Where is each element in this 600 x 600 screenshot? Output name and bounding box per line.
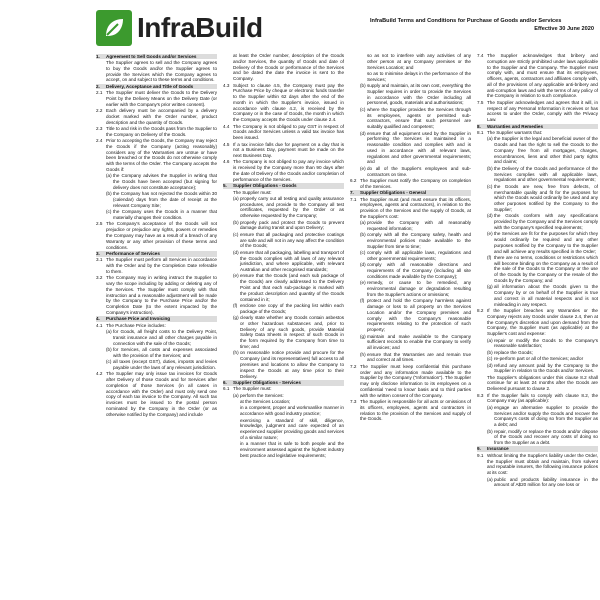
sub-clause	[96, 173, 217, 190]
clause-number: 4.1	[96, 322, 103, 328]
clause-number: (f)	[487, 254, 492, 260]
clause-text: where the Supplier provides the Services through its employees, agents or permitted sub-contractors, ensure that such personnel are suitably qualified and competent;	[367, 106, 471, 130]
clause-paragraph	[96, 221, 217, 250]
section-heading	[477, 446, 598, 452]
sub-clause	[477, 136, 598, 165]
clause-text: supply and maintain, at its own cost, everything the Supplier requires in order to provide the Services in accordance with the Order including all personnel, goods, materials and authorisations;	[367, 83, 471, 106]
sub-clause	[477, 184, 598, 213]
clause-number: 4.6	[223, 159, 230, 165]
clause-text: all taxes (except GST), duties, imposts and levies payable under the laws of any relevant jurisdiction.	[113, 359, 217, 370]
clause-text: exercising a standard of skill, diligence, knowledge, judgment and care expected of an experienced supplier providing goods and services of a similar nature;	[240, 417, 344, 440]
clause-text: comply with all applicable laws, regulations and other governmental requirements;	[367, 250, 471, 262]
clause-number: 7.1	[350, 196, 357, 202]
clause-number	[233, 405, 240, 417]
sub-clause	[477, 405, 598, 428]
clause-text: The Company is not obliged to pay GST in respect of Goods and/or Services unless a valid tax invoice has been issued.	[233, 123, 344, 141]
clause-number: (b)	[487, 165, 493, 171]
clause-number: (g)	[360, 333, 366, 339]
clause-number: 4.	[96, 316, 100, 322]
clause-number: (c)	[233, 231, 239, 237]
sub-clause	[223, 418, 344, 441]
clause-text: Purchase Price and Invoicing	[106, 316, 171, 322]
clause-text: The Supplier must deliver the Goods to the Delivery Point by the Delivery Means on the Delivery Date (or earlier with the Company's prior written consent).	[106, 90, 217, 107]
clause-number: (e)	[360, 165, 366, 171]
clause-text: the Goods conform with any specifications provided by the Company and the Services comply with the Company's specified requirements;	[494, 213, 598, 230]
clause-number: 2.2	[96, 108, 103, 113]
clause-text: so as to minimise delays in the performance of the Services;	[367, 70, 471, 82]
clause-text: the Goods are new, free from defects, of merchantable quality and fit for the purposes for which the Goods would ordinarily be used and any other purposes notified by the Company to the Supplier;	[494, 183, 598, 212]
clause-number: 7.2	[350, 363, 357, 369]
clause-number: (c)	[106, 209, 112, 215]
clause-number: 3.2	[96, 275, 103, 281]
clause-number: (e)	[487, 231, 493, 237]
clause-number: (c)	[106, 359, 112, 365]
clause-number	[96, 60, 106, 83]
clause-paragraph	[477, 53, 598, 99]
clause-number: (a)	[233, 392, 239, 398]
clause-text: the Company advises the Supplier in writing that the Goods have been accepted (but signing for delivery does not constitute acceptance);	[113, 173, 217, 190]
clause-number: (b)	[106, 191, 112, 197]
clause-text: Performance of Services	[106, 250, 160, 256]
clause-text: The Supplier's obligations under this clause 8.2 shall continue for at least 24 months after the Goods are Delivered pursuant to clause 2.	[487, 374, 598, 392]
clause-number: (f)	[233, 302, 238, 308]
clause-text: The Supplier warrants that:	[487, 129, 543, 135]
sub-clause	[223, 405, 344, 417]
sub-clause	[96, 329, 217, 346]
clause-number: (c)	[360, 250, 366, 256]
clause-text: engage an alternative supplier to provide the Services and/or supply the Goods and recover the Company's costs of doing so from the Supplier as a debt; and	[494, 404, 598, 428]
clause-number: (a)	[106, 173, 112, 179]
clause-text: The Supplier must:	[233, 189, 272, 195]
clause-text: The Supplier is responsible for all acts or omissions of its officers, employees, agents and contractors in relation to the provision of the Services and supply of the Goods.	[360, 399, 471, 422]
clause-number: 5.	[223, 183, 227, 189]
clause-number: 8.	[477, 123, 481, 129]
clause-text: The Supplier acknowledges and agrees that it will, in respect of any Personal Information it receives or has access to under the Order, comply with the Privacy Law.	[487, 99, 598, 123]
section-heading	[350, 190, 471, 196]
sub-clause	[223, 399, 344, 405]
clause-text: Agreement to Sell Goods and/or Services	[106, 53, 197, 59]
clause-paragraph	[477, 100, 598, 123]
clause-number: (h)	[233, 350, 239, 356]
clause-text: The Supplier must keep confidential this purchase order and any information made available to the Supplier by the Company ("Information"). The Supplier may only disclose information to its employees on a confidential 'need to know' basis and to third parties with the written consent of the Company.	[360, 363, 471, 398]
clause-paragraph	[223, 386, 344, 392]
clause-number	[360, 53, 367, 70]
clause-number: (a)	[487, 136, 493, 142]
clause-number: (g)	[233, 315, 239, 321]
clause-number: 7.5	[477, 99, 484, 105]
sub-clause	[223, 232, 344, 249]
clause-number: (d)	[233, 249, 239, 255]
clause-number: 7.	[350, 190, 354, 196]
clause-text: so as not to interfere with any activities of any other person at any Company premises or the Services Location; and	[367, 53, 471, 70]
section-heading	[96, 54, 217, 60]
infrabuild-logo	[96, 8, 263, 48]
clause-text: the Delivery of the Goods and performance of the Services complies with all applicable laws, regulations and other governmental requirements;	[494, 165, 598, 183]
clause-number: 8.2	[477, 308, 484, 314]
clause-number: 2.1	[96, 90, 103, 96]
clause-number: 9.	[477, 446, 481, 452]
clause-text: Without limiting the Supplier's liability under the Order, the Supplier must obtain and maintain, from solvent and reputable insurers, the following insurance polices at its cost:	[487, 452, 598, 476]
clause-text: the Supplier is the legal and beneficial owner of the Goods and has the right to sell the Goods to the Company free from all mortgages, charges, encumbrances, liens and other third party rights and claims;	[494, 136, 598, 165]
clause-number: (a)	[106, 329, 112, 335]
clause-number: (e)	[360, 280, 366, 286]
clause-paragraph	[96, 275, 217, 315]
clause-text: for Services, all costs and expenses associated with the provision of the Services; and	[113, 346, 217, 358]
sub-clause	[477, 213, 598, 230]
sub-clause	[96, 347, 217, 359]
clause-number: (b)	[360, 83, 366, 89]
clause-paragraph	[96, 60, 217, 83]
clause-text: Supplier Obligations - General	[360, 190, 427, 196]
clause-text: Prior to accepting the Goods, the Company may reject the Goods if the Company (acting reasonably) considers any of the Warranties are untrue or have been breached or the Goods do not otherwise comply with the terms of the Order. The Company accepts the Goods if:	[106, 138, 217, 172]
clause-text: perform the Services:	[240, 392, 284, 398]
column-4	[477, 53, 598, 598]
clause-text: for Goods, all freight costs to the Delivery Point, transit insurance and all other charges payable in connection with the sale of the Goods;	[113, 329, 217, 346]
clause-number: 6.	[223, 379, 227, 385]
clause-number: 4.5	[223, 141, 230, 147]
clause-text: the Services are fit for the purposes for which they would ordinarily be required and any other purposes notified by the Company to the Supplier and will achieve any results specified in the Order;	[494, 231, 598, 254]
clause-number: (a)	[360, 220, 366, 226]
clause-text: the Company has not rejected the Goods within 30 (calendar) days from the date of receipt at the relevant Company Site;	[113, 191, 217, 208]
section-heading	[477, 124, 598, 130]
clause-text: at least the Order number, description of the Goods and/or Services, the quantity of Goods and date of Delivery of the Goods or performance of the Services and be dated the date the invoice is sent to the Company.	[233, 53, 344, 82]
leaf-icon	[96, 10, 132, 46]
sub-clause	[477, 255, 598, 284]
clause-text: enclose one copy of the packing list within each package of the Goods;	[240, 302, 344, 314]
sub-clause	[223, 220, 344, 232]
clause-paragraph	[96, 108, 217, 125]
section-heading	[96, 316, 217, 322]
section-heading	[96, 251, 217, 257]
clause-text: do all of the Supplier's employees and sub-contractors on time.	[367, 165, 471, 177]
clause-text: repair, modify or replace the Goods and/or dispose of the Goods and recover any costs of doing so from the Supplier as a debt.	[494, 428, 598, 446]
clause-paragraph	[477, 375, 598, 392]
clause-text: the Company uses the Goods in a manner that materially changes their condition.	[113, 209, 217, 221]
clause-paragraph	[477, 453, 598, 476]
section-heading	[223, 183, 344, 189]
clause-number: (a)	[487, 337, 493, 343]
sub-clause	[96, 191, 217, 208]
clause-text: repair or modify the Goods to the Company's reasonable satisfaction;	[494, 337, 598, 349]
sub-clause	[350, 352, 471, 364]
sub-clause	[350, 131, 471, 166]
clause-number: 7.4	[477, 53, 484, 58]
clause-number: (a)	[233, 195, 239, 201]
sub-clause	[477, 363, 598, 375]
clause-number	[223, 53, 233, 82]
clause-text: provide the Company with all reasonably requested information;	[367, 220, 471, 231]
clause-number: (h)	[360, 351, 366, 357]
clause-text: at the Services Location;	[240, 399, 291, 404]
document-title-block	[370, 18, 600, 33]
section-heading	[96, 84, 217, 90]
clause-text: The Supplier must (and must ensure that its officers, employees, agents and contractors), in relation to the provision of the Services and the supply of Goods, at the Supplier's cost:	[360, 196, 471, 219]
clause-number: 2.3	[96, 125, 103, 131]
clause-text: The Company may in writing instruct the Supplier to vary the scope including by adding or deleting any of the Services. The Supplier must comply with that instruction and a reasonable adjustment will be made by the Company to the Purchase Price and/or the Completion Date (to the extent impacted by the Company's instruction).	[106, 275, 217, 315]
sub-clause	[96, 359, 217, 371]
column-2	[223, 53, 344, 598]
clause-text: The Supplier must:	[233, 386, 272, 392]
clause-paragraph	[96, 371, 217, 417]
clause-paragraph	[350, 178, 471, 190]
clause-number: (g)	[487, 284, 493, 290]
clause-text: remedy, or cause to be remedied, any environmental damage or degradation resulting from the Supplier's actions or omissions;	[367, 280, 471, 297]
clause-text: public and products liability insurance in the amount of A$20 million for any one loss or	[494, 476, 598, 488]
clause-text: there are no terms, conditions or restrictions which will become binding on the Company as a result of the sale of the Goods to the Company or the use of the Goods by the Company or the resale of the Goods by the Company; and	[494, 254, 598, 284]
clause-text: protect and hold the Company harmless against damage or loss to all property on the Services Location and/or the Company premises and comply with the Company's reasonable requirements relating to the protection of such property;	[367, 298, 471, 333]
clause-number: (b)	[360, 232, 366, 238]
clause-text: comply with all reasonable directions and requirements of the Company (including all site conditions made available by the Company);	[367, 262, 471, 280]
clause-text: The Company's acceptance of the Goods will not prejudice or prejudice any rights, powers or remedies the Company may have as a result of a breach of any Warranty or any other provision of these terms and conditions.	[106, 221, 217, 250]
sub-clause	[223, 196, 344, 219]
clause-text: Warranties and Remedies	[487, 123, 543, 129]
clause-number: 4.4	[223, 123, 230, 129]
sub-clause	[223, 303, 344, 315]
clause-number: 6.2	[350, 177, 357, 183]
clause-text: The Supplier must perform all Services in accordance with the Order and by the Completion Date referable to them.	[106, 257, 217, 274]
effective-date: Effective 30 June 2020	[534, 25, 594, 32]
sub-clause	[96, 209, 217, 221]
sub-clause	[350, 334, 471, 351]
clause-number: 4.2	[96, 371, 103, 377]
clause-paragraph	[477, 393, 598, 405]
sub-clause	[477, 231, 598, 254]
clause-text: Supplier Obligations - Goods	[233, 183, 297, 189]
clause-number: (e)	[233, 273, 239, 279]
clause-text: The Purchase Price includes:	[106, 322, 166, 328]
clause-text: in a manner that is safe to both people and the environment assessed against the highest industry best practice and legislative requirements;	[240, 441, 344, 458]
clause-text: replace the Goods;	[494, 349, 533, 355]
clause-number	[233, 399, 240, 405]
clause-number: (c)	[360, 106, 366, 112]
sub-clause	[350, 232, 471, 249]
clause-number	[233, 418, 240, 441]
clause-text: Insurance	[487, 446, 509, 452]
clause-number: (d)	[360, 130, 366, 136]
clause-text: maintain and make available to the Company sufficient records to enable the Company to verify all invoices; and	[367, 333, 471, 351]
clause-number: (a)	[487, 476, 493, 482]
clause-text: ensure that all packaging and protective coatings are safe and will not in any way affect the condition of the Goods;	[240, 231, 344, 249]
clause-paragraph	[477, 130, 598, 136]
logo-text: InfraBuild	[137, 12, 263, 43]
clause-number: 6.1	[223, 386, 230, 392]
sub-clause	[350, 83, 471, 106]
clause-text: ensure that the Goods (and each sub package of the Goods) are clearly addressed to the Delivery Point and that each sub-package is marked with the product description and quantity of the Goods contained in it;	[240, 273, 344, 302]
sub-clause	[223, 350, 344, 379]
clause-paragraph	[350, 197, 471, 220]
sub-clause	[477, 350, 598, 356]
clause-text: refund any amount paid by the Company to the Supplier in relation to the Goods and/or Services.	[494, 362, 598, 374]
clause-text: Subject to clause 4.5, the Company must pay the Purchase Price by cheque or electronic funds transfer to the Supplier within 62 days after the end of the month in which the Supplier's invoice, issued in accordance with clause 4.2, is received by the Company or in the case of Goods, the month in which the Company accepts the Goods under clause 2.4.	[233, 82, 344, 123]
clause-number: (d)	[360, 262, 366, 268]
sub-clause	[350, 250, 471, 262]
clause-paragraph	[96, 323, 217, 329]
sub-clause	[350, 220, 471, 232]
sub-clause	[350, 107, 471, 130]
clause-number: (b)	[487, 349, 493, 355]
clause-number: 9.1	[477, 452, 484, 458]
clause-number: 8.3	[477, 392, 484, 398]
clause-text: ensure that all packaging, labelling and transport of the Goods complies with all laws of any relevant jurisdiction, and where applicable, with relevant Australian and other recognised standards;	[240, 249, 344, 273]
clause-paragraph	[223, 142, 344, 159]
sub-clause	[350, 53, 471, 70]
clause-text: If the Supplier breaches any Warranties or the Company rejects any Goods under clause 2.4, then at the Company's discretion and upon demand from the Company, the Supplier must (as applicable) at the Supplier's cost and expense:	[487, 308, 598, 337]
section-heading	[223, 380, 344, 386]
clause-number	[233, 441, 240, 458]
clause-paragraph	[96, 257, 217, 274]
document-title: InfraBuild Terms and Conditions for Purchase of Goods and/or Services	[370, 18, 562, 24]
clause-number: (f)	[360, 298, 365, 304]
sub-clause	[223, 441, 344, 458]
clause-paragraph	[96, 126, 217, 138]
clause-number: (b)	[487, 428, 493, 434]
sub-clause	[477, 477, 598, 489]
clause-number: 2.4	[96, 138, 103, 144]
clause-number: 3.	[96, 250, 100, 256]
sub-clause	[350, 298, 471, 333]
clause-number	[223, 190, 233, 196]
clause-number: (b)	[106, 346, 112, 352]
clause-text: properly pack and protect the Goods to prevent damage during transit and upon Delivery;	[240, 219, 344, 231]
clause-number	[477, 375, 487, 392]
clause-number: (b)	[233, 219, 239, 225]
clause-paragraph	[477, 308, 598, 337]
sub-clause	[350, 262, 471, 279]
clause-paragraph	[223, 124, 344, 141]
clause-number: (c)	[487, 183, 493, 189]
clause-text: If a tax invoice falls due for payment on a day that is not a Business Day, payment must be made on the next Business Day.	[233, 141, 344, 159]
clause-text: comply with all the Company safety, health and environmental policies made available to the Supplier from time to time;	[367, 232, 471, 249]
clause-paragraph	[350, 364, 471, 399]
terms-columns	[96, 53, 600, 598]
clause-number: (c)	[487, 356, 493, 362]
clause-text: The Supplier must notify the Company on completion of the Services.	[360, 177, 471, 189]
clause-number: 3.1	[96, 257, 103, 263]
clause-paragraph	[223, 159, 344, 182]
column-3	[350, 53, 471, 598]
clause-number: 2.5	[96, 221, 103, 227]
clause-text: Each delivery must be accompanied by a delivery docket marked with the Order number, product description and the quantity of Goods.	[106, 108, 217, 125]
clause-number: (d)	[487, 213, 493, 219]
clause-text: ensure that the Warranties are and remain true and correct at all times.	[367, 351, 471, 363]
clause-text: If the Supplier fails to comply with clause 8.2, the Company may (as applicable):	[487, 392, 598, 404]
sub-clause	[223, 315, 344, 350]
clause-text: The Supplier agrees to sell and the Company agrees to buy the Goods and/or the Supplier agrees to provide the Services which the Company agrees to accept, on and subject to these terms and conditions.	[106, 59, 217, 83]
sub-clause	[223, 250, 344, 273]
sub-clause	[477, 338, 598, 350]
clause-number: 7.3	[350, 399, 357, 404]
clause-text: re-perform part or all of the Services; and/or	[494, 356, 584, 362]
clause-paragraph	[350, 399, 471, 422]
clause-paragraph	[223, 190, 344, 196]
sub-clause	[223, 393, 344, 399]
clause-number: (a)	[487, 404, 493, 410]
clause-number: 4.3	[223, 82, 230, 88]
sub-clause	[350, 166, 471, 178]
clause-text: clearly state whether any Goods contain asbestos or other hazardous substances and, prior to Delivery of any such goods, provide Material Safety Data Sheets in respect of such Goods in the form required by the Company from time to time; and	[240, 315, 344, 349]
clause-number: 2.	[96, 83, 100, 89]
clause-text: The Supplier acknowledges that bribery and corruption are strictly prohibited under laws applicable to the Supplier and the Company. The Supplier must comply with, and must ensure that its employees, officers, agents, contractors and affiliates comply with, all of the provisions of any applicable anti-bribery and anti-corruption laws and with the terms of any policy of the Company in relation to such compliance.	[487, 53, 598, 99]
sub-clause	[223, 273, 344, 302]
sub-clause	[477, 356, 598, 362]
clause-text: all information about the Goods given to the Company by or on behalf of the Supplier is true and correct in all material respects and is not misleading in any respect.	[494, 284, 598, 307]
clause-text: Supplier Obligations - Services	[233, 379, 301, 385]
sub-clause	[477, 284, 598, 307]
clause-text: The Supplier may only issue tax invoices for Goods after Delivery of those Goods and for Services after completion of those Services (in all cases in accordance with the Order) and must only send one copy of each tax invoice to the Company. All such tax invoices must be issued to the postal person nominated by the Company in the Order (or as otherwise notified by the Company) and include	[106, 371, 217, 417]
clause-text: in a competent, proper and workmanlike manner in accordance with good industry practice;	[240, 405, 344, 417]
sub-clause	[477, 429, 598, 446]
clause-paragraph	[223, 53, 344, 82]
clause-paragraph	[223, 83, 344, 123]
sub-clause	[350, 280, 471, 297]
clause-text: Title to and risk in the Goods pass from the Supplier to the Company on Delivery of the Goods.	[106, 125, 217, 137]
clause-text: properly carry out all testing and quality assurance procedures, and provide to the Company all test certificates, requested by the Order or as otherwise requested by the Company;	[240, 195, 344, 219]
clause-text: ensure that all equipment used by the Supplier in performing the Services is maintained in a reasonable condition and complies with and is used in accordance with all relevant laws, regulations and other governmental requirements; and	[367, 130, 471, 165]
clause-paragraph	[96, 90, 217, 107]
sub-clause	[477, 166, 598, 183]
clause-text: Delivery, Acceptance and Title of Goods	[106, 83, 194, 89]
clause-number: (d)	[487, 362, 493, 368]
column-1	[96, 53, 217, 598]
clause-number: 8.1	[477, 129, 484, 135]
clause-text: The Company is not obliged to pay any invoice which is received by the Company more than 90 days after the date of Delivery of the Goods and/or completion of performance of the Services.	[233, 159, 344, 182]
clause-text: on reasonable notice provide and procure for the Company (and its representatives) full access to all premises and locations to allow the Company to inspect the Goods at any time prior to their Delivery.	[240, 350, 344, 379]
clause-number: 1.	[96, 53, 100, 59]
sub-clause	[350, 71, 471, 83]
clause-paragraph	[96, 138, 217, 173]
clause-number	[360, 71, 367, 83]
